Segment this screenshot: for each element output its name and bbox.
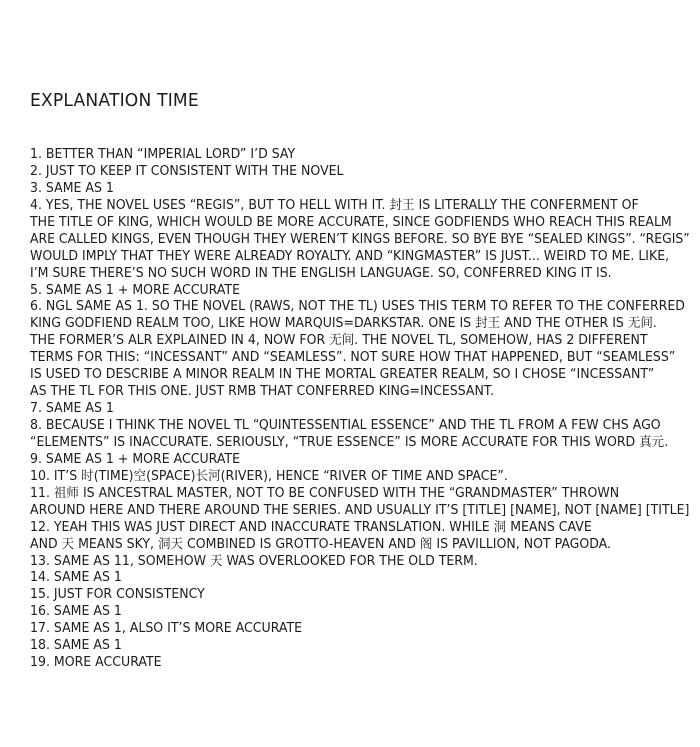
note-line: 10. IT’S 时(TIME)空(SPACE)长河(RIVER), HENCE “RIVER OF TIME AND SPACE”.: [30, 468, 508, 484]
note-line: 4. YES, THE NOVEL USES “REGIS”, BUT TO HELL WITH IT. 封王 IS LITERALLY THE CONFERMENT OF: [30, 197, 639, 213]
note-line: 8. BECAUSE I THINK THE NOVEL TL “QUINTESSENTIAL ESSENCE” AND THE TL FROM A FEW CHS AGO: [30, 418, 661, 433]
note-line: “ELEMENTS” IS INACCURATE. SERIOUSLY, “TRUE ESSENCE” IS MORE ACCURATE FOR THIS WORD 真元.: [30, 434, 669, 450]
note-line: AROUND HERE AND THERE AROUND THE SERIES. AND USUALLY IT’S [TITLE] [NAME], NOT [NAME] [TITLE]: [30, 502, 690, 518]
note-line: 17. SAME AS 1, ALSO IT’S MORE ACCURATE: [30, 621, 303, 637]
page-title: EXPLANATION TIME: [30, 90, 199, 111]
note-line: 1. BETTER THAN “IMPERIAL LORD” I’D SAY: [30, 147, 296, 162]
note-line: 11. 祖师 IS ANCESTRAL MASTER, NOT TO BE CONFUSED WITH THE “GRANDMASTER” THROWN: [30, 485, 620, 501]
note-line: WOULD IMPLY THAT THEY WERE ALREADY ROYALTY. AND “KINGMASTER” IS JUST... WEIRD TO ME. LIKE,: [30, 248, 670, 264]
note-line: 12. YEAH THIS WAS JUST DIRECT AND INACCURATE TRANSLATION. WHILE 洞 MEANS CAVE: [30, 519, 592, 535]
note-line: 13. SAME AS 11, SOMEHOW 天 WAS OVERLOOKED FOR THE OLD TERM.: [30, 553, 478, 569]
note-line: AS THE TL FOR THIS ONE. JUST RMB THAT CONFERRED KING=INCESSANT.: [30, 384, 495, 400]
note-line: THE TITLE OF KING, WHICH WOULD BE MORE ACCURATE, SINCE GODFIENDS WHO REACH THIS REALM: [30, 214, 672, 230]
note-line: IS USED TO DESCRIBE A MINOR REALM IN THE MORTAL GREATER REALM, SO I CHOSE “INCESSANT”: [30, 367, 655, 383]
note-line: 7. SAME AS 1: [30, 401, 114, 417]
note-line: 14. SAME AS 1: [30, 570, 122, 586]
note-line: 9. SAME AS 1 + MORE ACCURATE: [30, 451, 240, 467]
notes-list: [30, 147, 690, 672]
note-line: 18. SAME AS 1: [30, 638, 122, 654]
note-line: 3. SAME AS 1: [30, 180, 114, 196]
note-line: TERMS FOR THIS: “INCESSANT” AND “SEAMLESS”. NOT SURE HOW THAT HAPPENED, BUT “SEAMLESS”: [30, 350, 676, 366]
note-line: 5. SAME AS 1 + MORE ACCURATE: [30, 282, 240, 298]
note-line: 6. NGL SAME AS 1. SO THE NOVEL (RAWS, NOT THE TL) USES THIS TERM TO REFER TO THE CONFERRED: [30, 299, 685, 315]
note-line: ARE CALLED KINGS, EVEN THOUGH THEY WEREN’T KINGS BEFORE. SO BYE BYE “SEALED KINGS”. “REGIS”: [30, 231, 690, 247]
note-line: KING GODFIEND REALM TOO, LIKE HOW MARQUIS=DARKSTAR. ONE IS 封王 AND THE OTHER IS 无间.: [30, 316, 657, 332]
note-line: 16. SAME AS 1: [30, 604, 122, 620]
note-line: 2. JUST TO KEEP IT CONSISTENT WITH THE NOVEL: [30, 163, 344, 179]
note-line: I’M SURE THERE’S NO SUCH WORD IN THE ENGLISH LANGUAGE. SO, CONFERRED KING IT IS.: [30, 265, 612, 281]
note-line: 19. MORE ACCURATE: [30, 655, 162, 671]
note-line: AND 天 MEANS SKY, 洞天 COMBINED IS GROTTO-HEAVEN AND 阁 IS PAVILLION, NOT PAGODA.: [30, 536, 611, 552]
note-line: THE FORMER’S ALR EXPLAINED IN 4, NOW FOR 无间. THE NOVEL TL, SOMEHOW, HAS 2 DIFFERENT: [30, 333, 648, 349]
note-line: 15. JUST FOR CONSISTENCY: [30, 587, 205, 603]
